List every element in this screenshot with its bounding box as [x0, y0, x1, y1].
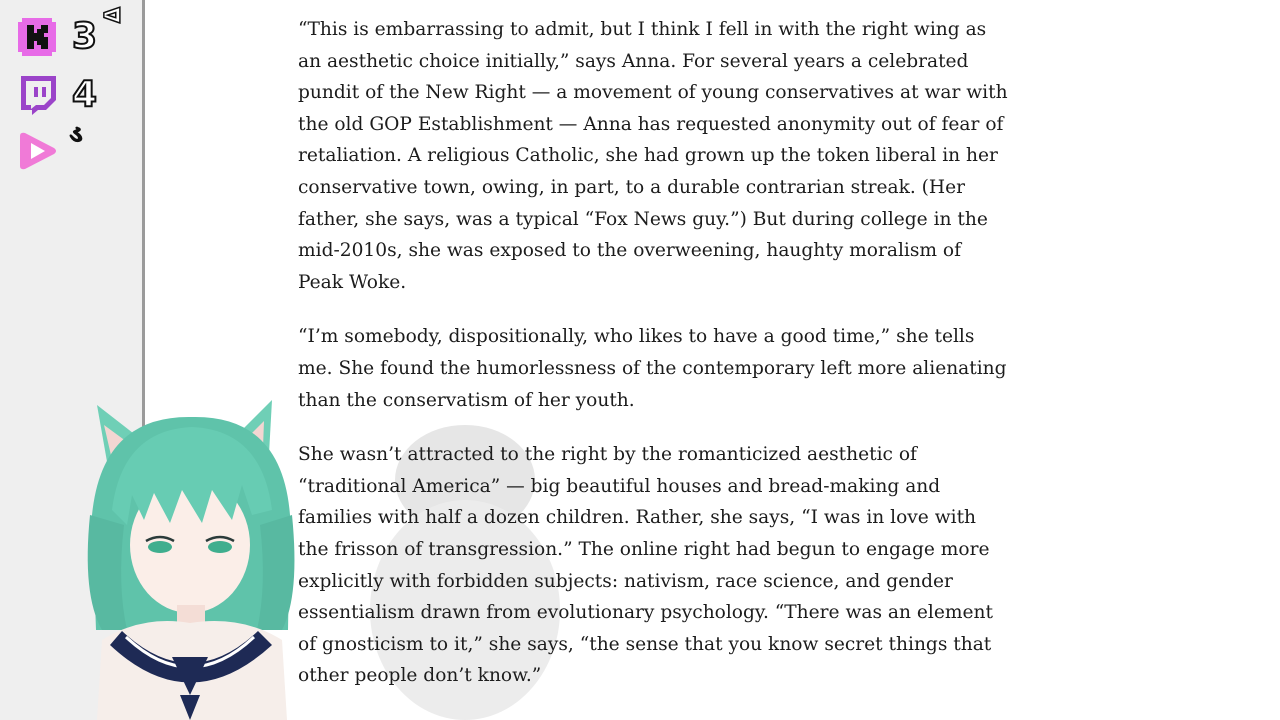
kick-icon [16, 16, 58, 58]
twitch-icon [16, 74, 58, 116]
play-icon [16, 130, 58, 172]
twitch-follower-stat [16, 74, 97, 116]
play-platform-stat [16, 122, 83, 172]
vtuber-avatar [82, 395, 302, 720]
kick-follower-stat [16, 4, 122, 58]
twitch-count: 4 [72, 74, 98, 115]
article-paragraph: She wasn’t attracted to the right by the romanticized aesthetic of “traditional America” — big beautiful houses and bread-making and families with half a dozen children. Rather, she says, “I was in love with the frisson of transgression.” The online right had begun to engage more explicitly with forbidden subjects: nativism, race science, and gender essentialism drawn from evolutionary psychology. “There was an element of gnosticism to it,” she says, “the sense that you know secret things that other people don’t know.” [298, 444, 993, 687]
article-body [298, 14, 1008, 715]
kick-count: 3 [72, 16, 98, 57]
play-extra-glyph: ડ [70, 122, 83, 147]
kick-extra-glyph: ᐊ [102, 4, 122, 29]
article-paragraph: “I’m somebody, dispositionally, who likes to have a good time,” she tells me. She found the humorlessness of the contemporary left more alienating than the conservatism of her youth. [298, 326, 1007, 411]
article-paragraph: “This is embarrassing to admit, but I think I fell in with the right wing as an aesthetic choice initially,” says Anna. For several years a celebrated pundit of the New Right — a movement of young conservatives at war with the old GOP Establishment — Anna has requested anonymity out of fear of retaliation. A religious Catholic, she had grown up the token liberal in her conservative town, owing, in part, to a durable contrarian streak. (Her father, she says, was a typical “Fox News guy.”) But during college in the mid-2010s, she was exposed to the overweening, haughty moralism of Peak Woke. [298, 19, 1008, 293]
